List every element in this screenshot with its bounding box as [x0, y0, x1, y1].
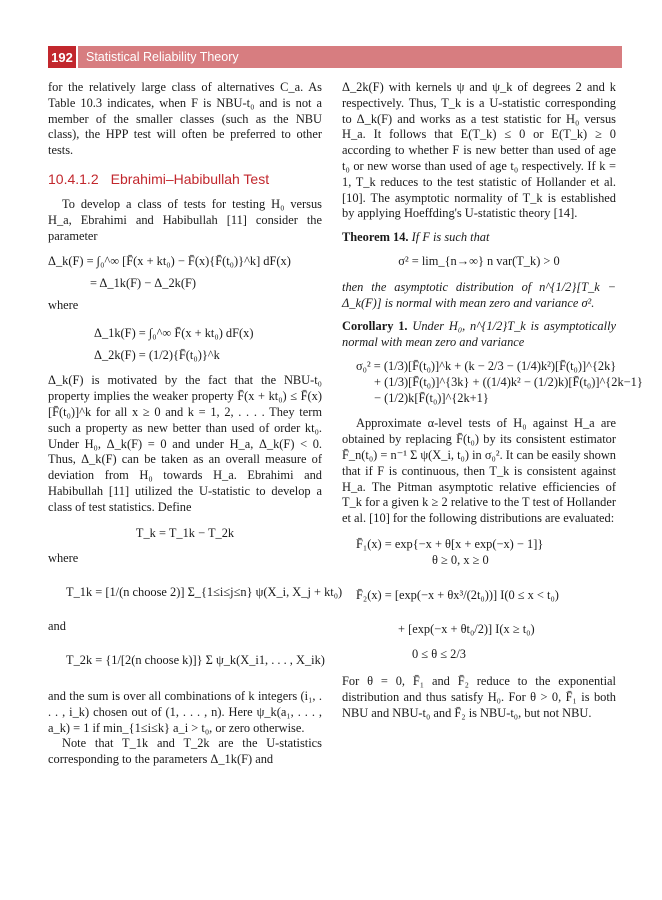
equation: Δ_k(F) = ∫₀^∞ [F̄(x + kt₀) − F̄(x){F̄(t₀)}^k] dF(x)	[48, 254, 291, 269]
equation: 0 ≤ θ ≤ 2/3	[412, 646, 466, 661]
paragraph: Δ_k(F) is motivated by the fact that the NBU-t₀ property implies the weaker property F̄(x + kt₀) ≤ F̄(x)[F̄(t₀)]^k for all x ≥ 0 and k = 1, 2, . . . . They term such a property as new better than used of order kt₀. Under H₀, Δ_k(F) = 0 and under H_a, Δ_k(F) < 0. Thus, Δ_k(F) can be taken as an overall measure of deviation from H₀ towards H_a. Ebrahimi and Habibullah [11] utilized the U-statistic to develop a class of test statistics. Define	[48, 373, 322, 514]
equation: T_k = T_1k − T_2k	[135, 525, 235, 540]
paragraph: For θ = 0, F̄₁ and F̄₂ reduce to the exponential distribution and thus satisfy H₀. For θ > 0, F̄₁ is both NBU and NBU-t₀ and F̄₂ is NBU-t₀, but not NBU.	[342, 674, 616, 720]
section-number: 10.4.1.2	[48, 170, 99, 187]
text-where: where	[48, 297, 79, 312]
section-heading	[48, 171, 322, 187]
running-title: Statistical Reliability Theory	[78, 46, 622, 68]
text-where: where	[48, 551, 79, 566]
equation: Δ_2k(F) = (1/2){F̄(t₀)}^k	[94, 347, 220, 362]
running-header	[48, 46, 622, 68]
theorem-label: Theorem 14.	[342, 230, 409, 245]
equation: T_2k = {1/[2(n choose k)]} Σ ψ_k(X_i1, . . . , X_ik)	[66, 653, 325, 668]
equation: T_1k = [1/(n choose 2)] Σ_{1≤i≤j≤n} ψ(X_i, X_j + kt₀)	[66, 585, 343, 600]
equation: − (1/2)k[F̄(t₀)]^{2k+1}	[374, 390, 489, 405]
corollary-label: Corollary 1.	[342, 319, 408, 334]
paragraph: Note that T_1k and T_2k are the U-statistics corresponding to the parameters Δ_1k(F) and	[48, 736, 322, 767]
equation: σ² = lim_{n→∞} n var(T_k) > 0	[398, 253, 560, 268]
theorem-continuation: then the asymptotic distribution of n^{1/2}[T_k − Δ_k(F)] is normal with mean zero and variance σ².	[342, 279, 616, 310]
equation: F̄₁(x) = exp{−x + θ[x + exp(−x) − 1]}	[356, 536, 544, 551]
paragraph: for the relatively large class of alternatives C_a. As Table 10.3 indicates, when F is NBU-t₀ and is not a member of the smaller classes (such as the NBU class), the HPP test will often be preferred to other tests.	[48, 80, 322, 158]
paragraph: Approximate α-level tests of H₀ against H_a are obtained by replacing F̄(t₀) by its consistent estimator F̄_n(t₀) = n⁻¹ Σ ψ(X_i, t₀) in σ₀². It can be easily shown that if F is continuous, then T_k is consistent against H_a. The Pitman asymptotic relative efficiencies of T_k for a given k ≥ 2 relative to the T test of Hollander et al. [10] for the following distributions are evaluated:	[342, 416, 616, 526]
corollary-text: Under H₀, n^{1/2}T_k is asymptotically normal with mean zero and variance	[342, 319, 617, 350]
paragraph: Δ_2k(F) with kernels ψ and ψ_k of degrees 2 and k respectively. Thus, T_k is a U-statistic corresponding to Δ_k(F) and works as a test statistic for H₀ versus H_a. It follows that E(T_k) ≤ 0 or E(T_k) ≥ 0 according to whether F is new better than used of age t₀ or new worse than used of age t₀ respectively. If k = 1, T_k reduces to the test statistic of Hollander et al. [10]. The asymptotic normality of T_k is established by applying Hoeffding's U-statistic theory [14].	[342, 80, 616, 221]
equation: σ₀² = (1/3)[F̄(t₀)]^k + (k − 2/3 − (1/4)k²)[F̄(t₀)]^{2k}	[356, 358, 617, 373]
text-and: and	[48, 619, 66, 634]
theorem-text: If F is such that	[411, 230, 490, 245]
equation: θ ≥ 0, x ≥ 0	[432, 552, 489, 567]
corollary	[342, 319, 616, 351]
page-number: 192	[48, 46, 76, 68]
right-column	[342, 80, 643, 722]
theorem	[342, 230, 616, 246]
equation: + (1/3)[F̄(t₀)]^{3k} + ((1/4)k² − (1/2)k)[F̄(t₀)]^{2k−1}	[374, 374, 643, 389]
paragraph: and the sum is over all combinations of k integers (i₁, . . . , i_k) chosen out of (1, . . . , n). Here ψ_k(a₁, . . . , a_k) = 1 if min_{1≤i≤k} a_i > t₀, or zero otherwise.	[48, 688, 322, 735]
paragraph: To develop a class of tests for testing H₀ versus H_a, Ebrahimi and Habibullah [11] consider the parameter	[48, 196, 322, 243]
equation: = Δ_1k(F) − Δ_2k(F)	[90, 276, 196, 291]
equation: Δ_1k(F) = ∫₀^∞ F̄(x + kt₀) dF(x)	[94, 325, 254, 340]
equation: + [exp(−x + θt₀/2)] I(x ≥ t₀)	[398, 621, 535, 636]
left-column	[48, 80, 343, 768]
section-title: Ebrahimi–Habibullah Test	[110, 170, 270, 187]
equation: F̄₂(x) = [exp(−x + θx³/(2t₀))] I(0 ≤ x < t₀)	[356, 587, 559, 602]
